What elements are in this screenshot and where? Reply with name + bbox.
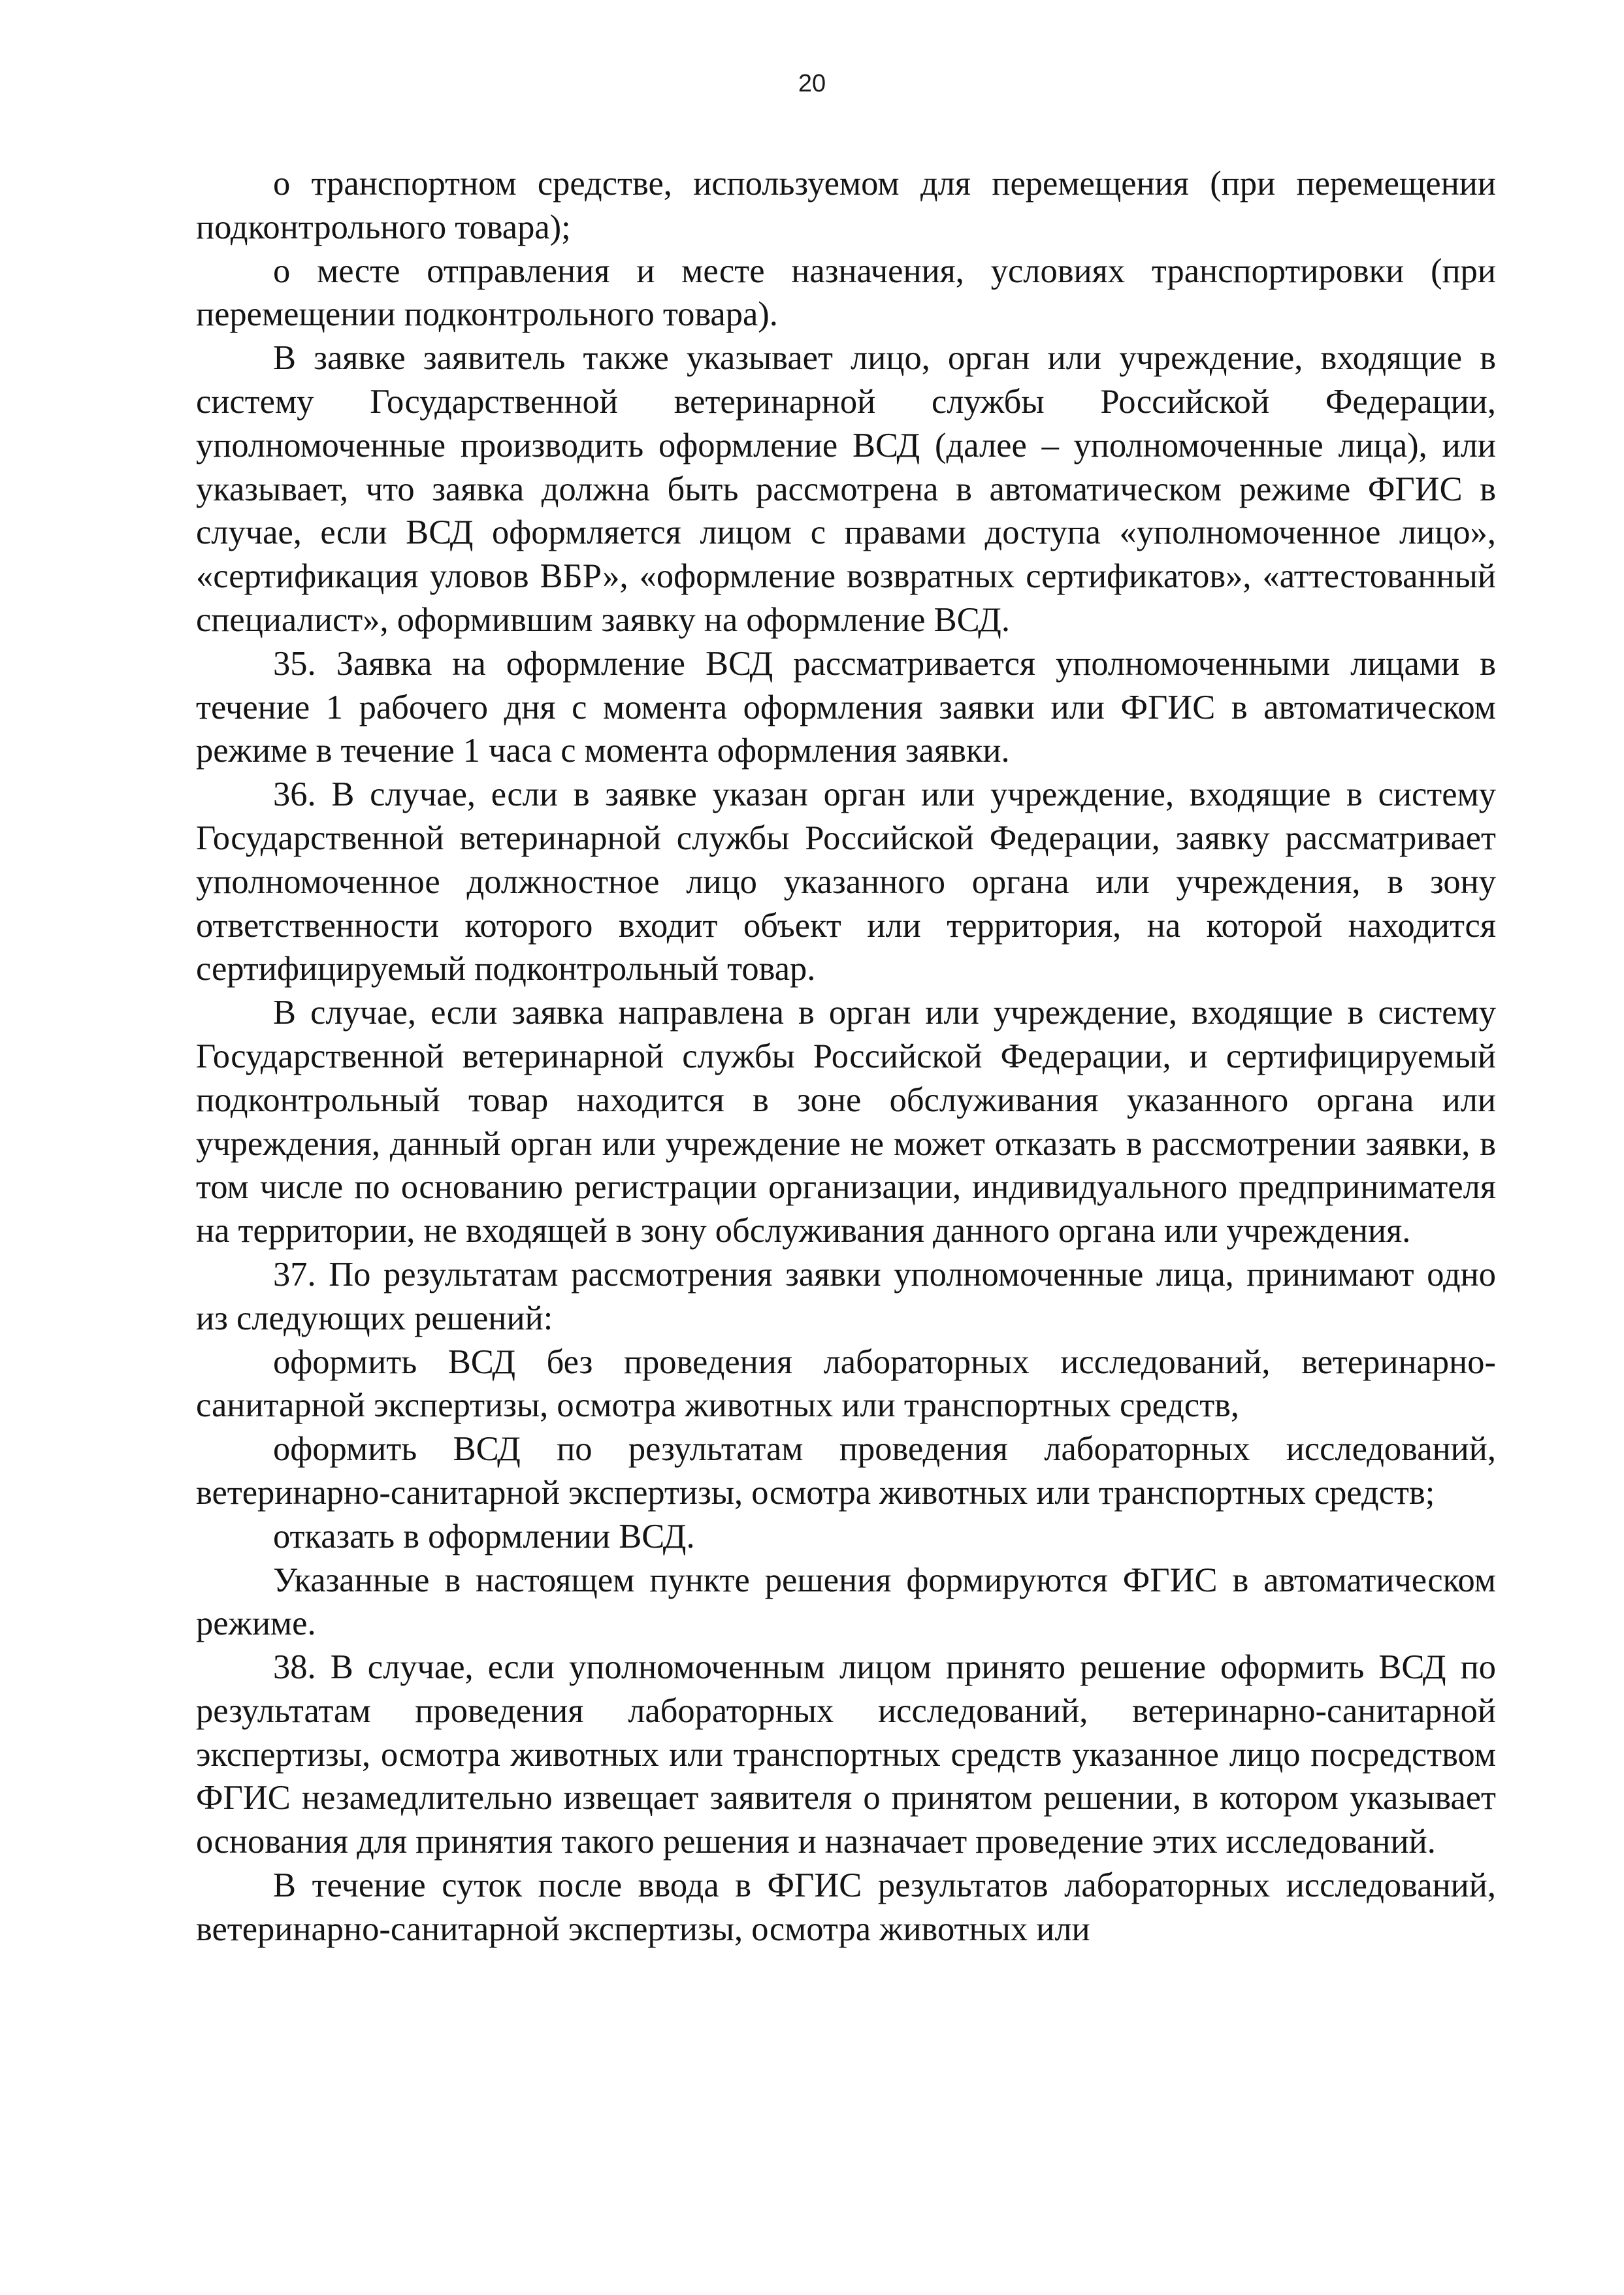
document-body	[196, 162, 1496, 1951]
paragraph-transport-vehicle: о транспортном средстве, используемом для перемещения (при перемещении подконтрольного товара);	[196, 165, 1496, 246]
paragraph-item-35: 35. Заявка на оформление ВСД рассматривается уполномоченными лицами в течение 1 рабочего дня с момента оформления заявки или ФГИС в автоматическом режиме в течение 1 часа с момента оформления заявки.	[196, 644, 1496, 770]
paragraph-decision-refuse: отказать в оформлении ВСД.	[273, 1517, 695, 1555]
paragraph-decision-without-tests: оформить ВСД без проведения лабораторных исследований, ветеринарно-санитарной экспертизы, осмотра животных или транспортных средств,	[196, 1343, 1496, 1425]
paragraph-item-36: 36. В случае, если в заявке указан орган или учреждение, входящие в систему Государственной ветеринарной службы Российской Федерации, заявку рассматривает уполномоченное должностное лицо указанного органа или учреждения, в зону ответственности которого входит объект или территория, на которой находится сертифицируемый подконтрольный товар.	[196, 775, 1496, 988]
paragraph-authorized-persons: В заявке заявитель также указывает лицо, орган или учреждение, входящие в систему Государственной ветеринарной службы Российской Федерации, уполномоченные производить оформление ВСД (далее – уполномоченные лица), или указывает, что заявка должна быть рассмотрена в автоматическом режиме ФГИС в случае, если ВСД оформляется лицом с правами доступа «уполномоченное лицо», «сертификация уловов ВБР», «оформление возвратных сертификатов», «аттестованный специалист», оформившим заявку на оформление ВСД.	[196, 339, 1496, 639]
paragraph-item-37: 37. По результатам рассмотрения заявки уполномоченные лица, принимают одно из следующих решений:	[196, 1255, 1496, 1337]
paragraph-dispatch-destination: о месте отправления и месте назначения, условиях транспортировки (при перемещении подконтрольного товара).	[196, 252, 1496, 334]
paragraph-service-zone: В случае, если заявка направлена в орган или учреждение, входящие в систему Государственной ветеринарной службы Российской Федерации, и сертифицируемый подконтрольный товар находится в зоне обслуживания указанного органа или учреждения, данный орган или учреждение не может отказать в рассмотрении заявки, в том числе по основанию регистрации организации, индивидуального предпринимателя на территории, не входящей в зону обслуживания данного органа или учреждения.	[196, 994, 1496, 1250]
paragraph-decisions-automatic: Указанные в настоящем пункте решения формируются ФГИС в автоматическом режиме.	[196, 1561, 1496, 1643]
paragraph-decision-with-tests: оформить ВСД по результатам проведения лабораторных исследований, ветеринарно-санитарной экспертизы, осмотра животных или транспортных средств;	[196, 1430, 1496, 1512]
paragraph-item-38: 38. В случае, если уполномоченным лицом принято решение оформить ВСД по результатам проведения лабораторных исследований, ветеринарно-санитарной экспертизы, осмотра животных или транспортных средств указанное лицо посредством ФГИС незамедлительно извещает заявителя о принятом решении, в котором указывает основания для принятия такого решения и назначает проведение этих исследований.	[196, 1648, 1496, 1861]
page-number: 20	[798, 70, 826, 97]
paragraph-within-day: В течение суток после ввода в ФГИС результатов лабораторных исследований, ветеринарно-санитарной экспертизы, осмотра животных или	[196, 1866, 1496, 1948]
